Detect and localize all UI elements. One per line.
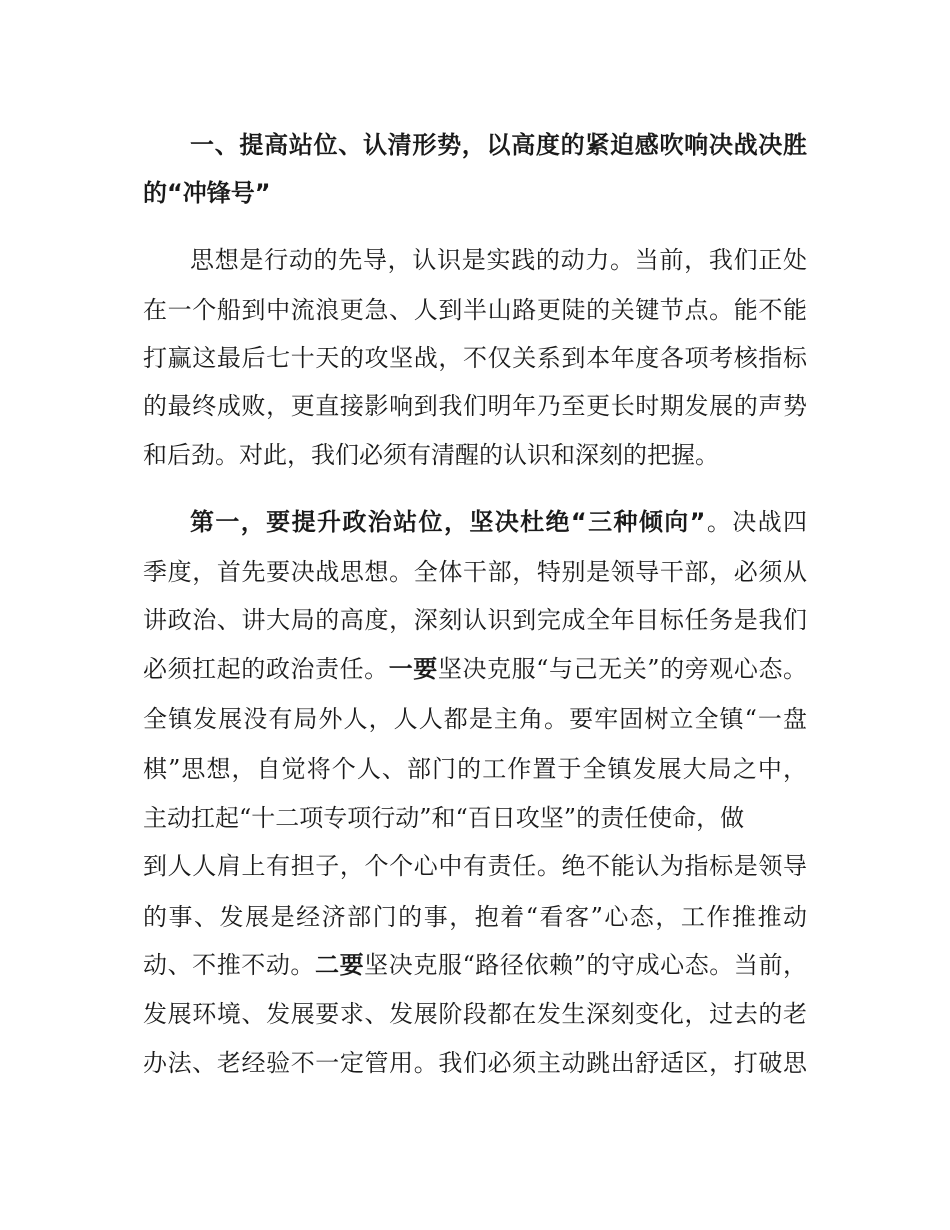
body-text: 季度，首先要决战思想。全体干部，特别是领导干部，必须从: [143, 558, 807, 586]
paragraph-line: [143, 556, 807, 588]
paragraph-line: [143, 753, 807, 785]
paragraph-line: [143, 653, 807, 685]
paragraph-line: [143, 998, 807, 1030]
paragraph-line: [143, 604, 807, 636]
body-text: 思想是行动的先导，认识是实践的动力。当前，我们正处: [190, 246, 807, 274]
paragraph-line: [190, 244, 807, 276]
paragraph-line: [143, 1047, 807, 1079]
paragraph-line: [143, 949, 807, 981]
body-text: 的事、发展是经济部门的事，抱着“看客”心态，工作推推动: [143, 903, 807, 931]
body-text: 的最终成败，更直接影响到我们明年乃至更长时期发展的声势: [143, 392, 807, 420]
bold-text: 一、提高站位、认清形势，以高度的紧迫感吹响决战决胜: [190, 131, 807, 159]
paragraph-line: [143, 342, 807, 374]
bold-text: 的“冲锋号”: [143, 179, 271, 207]
body-text: 必须扛起的政治责任。: [143, 655, 389, 683]
body-text: 主动扛起“十二项专项行动”和“百日攻坚”的责任使命，做: [143, 804, 745, 832]
paragraph-line: [143, 390, 807, 422]
paragraph-line: [143, 802, 807, 834]
body-text: 打赢这最后七十天的攻坚战，不仅关系到本年度各项考核指标: [143, 344, 807, 372]
body-text: 发展环境、发展要求、发展阶段都在发生深刻变化，过去的老: [143, 1000, 807, 1028]
bold-text: 二要: [315, 951, 365, 979]
body-text: 棋”思想，自觉将个人、部门的工作置于全镇发展大局之中，: [143, 755, 807, 783]
section-heading-line: [190, 129, 807, 161]
body-text: 。决战四: [705, 508, 808, 536]
body-text: 到人人肩上有担子，个个心中有责任。绝不能认为指标是领导: [143, 852, 807, 880]
paragraph-line: [143, 439, 807, 471]
body-text: 办法、老经验不一定管用。我们必须主动跳出舒适区，打破思: [143, 1049, 807, 1077]
paragraph-line: [143, 901, 807, 933]
body-text: 全镇发展没有局外人，人人都是主角。要牢固树立全镇“一盘: [143, 705, 807, 733]
body-text: 坚决克服“路径依赖”的守成心态。当前，: [364, 951, 808, 979]
body-text: 和后劲。对此，我们必须有清醒的认识和深刻的把握。: [143, 441, 719, 469]
body-text: 动、不推不动。: [143, 951, 316, 979]
body-text: 在一个船到中流浪更急、人到半山路更陡的关键节点。能不能: [143, 296, 807, 324]
bold-text: 第一，要提升政治站位，坚决杜绝“三种倾向”: [190, 508, 706, 536]
paragraph-line: [143, 703, 807, 735]
paragraph-line: [143, 850, 807, 882]
paragraph-line: [190, 506, 807, 538]
body-text: 坚决克服“与己无关”的旁观心态。: [437, 655, 808, 683]
section-heading-line: [143, 177, 807, 209]
paragraph-line: [143, 294, 807, 326]
body-text: 讲政治、讲大局的高度，深刻认识到完成全年目标任务是我们: [143, 606, 807, 634]
bold-text: 一要: [388, 655, 438, 683]
